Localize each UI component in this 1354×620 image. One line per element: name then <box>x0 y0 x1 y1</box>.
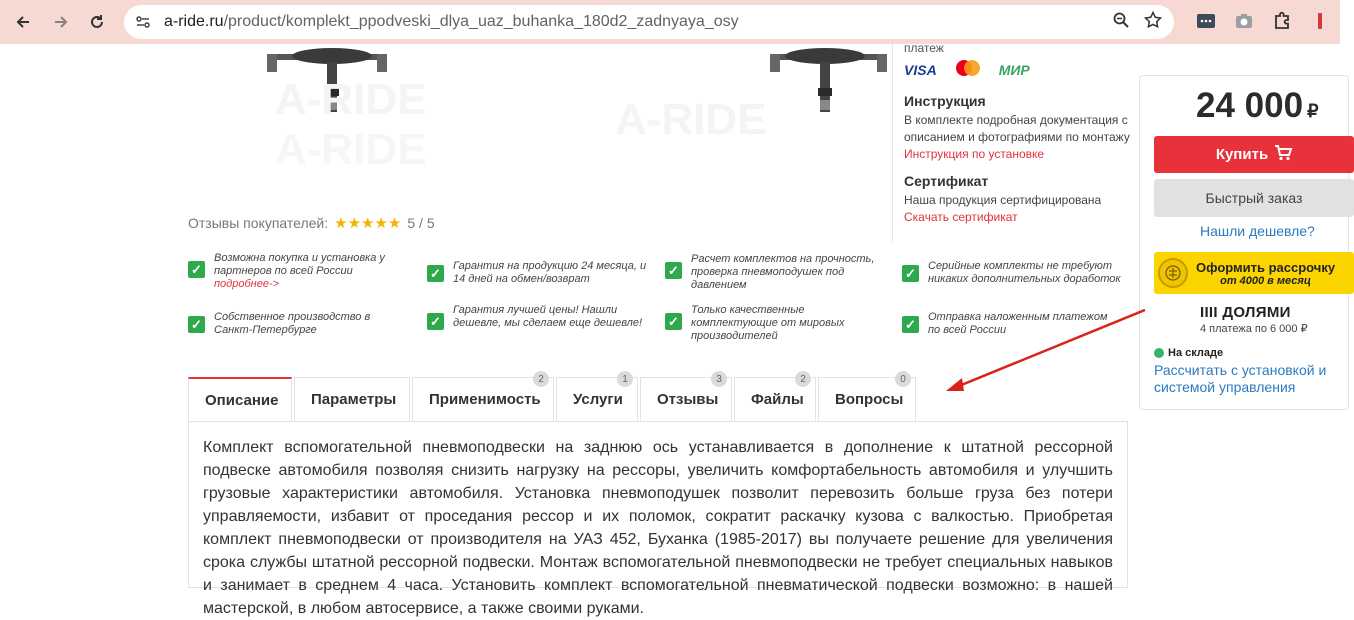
feature-text: Возможна покупка и установка у партнеров по всей России <box>214 252 385 277</box>
dolyami-payments: 4 платежа по 6 000 ₽ <box>1200 323 1308 335</box>
tab-reviews[interactable] <box>640 373 732 421</box>
feature-item <box>427 260 647 286</box>
certificate-text: Наша продукция сертифицирована <box>904 193 1102 207</box>
feature-text: Гарантия лучшей цены! Нашли дешевле, мы сделаем еще дешевле! <box>453 304 643 329</box>
installment-button[interactable] <box>1154 252 1354 294</box>
feature-item <box>665 253 885 292</box>
buy-button[interactable] <box>1154 136 1354 173</box>
extension-icon[interactable] <box>1192 7 1220 35</box>
tab-label: Отзывы <box>657 391 719 408</box>
payment-logos <box>904 57 1132 83</box>
svg-text:A-RIDE: A-RIDE <box>615 95 767 144</box>
instruction-link[interactable]: Инструкция по установке <box>904 147 1045 161</box>
instruction-text: В комплекте подробная документация с описанием и фотографиями по монтажу <box>904 113 1130 144</box>
certificate-download-link[interactable]: Скачать сертификат <box>904 210 1018 224</box>
feature-text: Собственное производство в Санкт-Петербурге <box>214 311 371 336</box>
site-settings-icon[interactable] <box>130 9 156 35</box>
feature-text: Только качественные комплектующие от мировых производителей <box>691 304 845 342</box>
tab-label: Файлы <box>751 391 804 408</box>
feature-text: Гарантия на продукцию 24 месяца, и 14 дней на обмен/возврат <box>453 260 647 285</box>
feature-item <box>188 252 408 291</box>
checkmark-icon: ✓ <box>902 316 919 333</box>
tab-label: Услуги <box>573 391 623 408</box>
tab-files[interactable] <box>734 373 816 421</box>
feature-text: Серийные комплекты не требуют никаких дополнительных доработок <box>928 260 1121 285</box>
checkmark-icon: ✓ <box>665 262 682 279</box>
instruction-title: Инструкция <box>904 93 986 109</box>
feature-item <box>188 311 408 337</box>
in-stock-dot-icon <box>1154 348 1164 358</box>
cart-icon <box>1274 145 1292 165</box>
mastercard-logo <box>953 58 983 83</box>
mir-logo: МИР <box>998 62 1030 78</box>
forward-icon[interactable] <box>46 7 76 37</box>
tab-label: Применимость <box>429 391 541 408</box>
svg-text:A-RIDE: A-RIDE <box>275 125 427 174</box>
tab-count-badge: 2 <box>533 371 549 387</box>
product-tabs <box>188 373 918 421</box>
stock-status <box>1154 347 1223 359</box>
tab-count-badge: 3 <box>711 371 727 387</box>
rating-score: 5 / 5 <box>407 215 435 231</box>
price-value: 24 000 <box>1196 86 1304 125</box>
feature-item <box>902 260 1122 286</box>
description-text: Комплект вспомогательной пневмоподвески на заднюю ось устанавливается в дополнение к штатной рессорной подвеске автомобиля позволяя снизить нагрузку на рессоры, увеличить комфортабельность автомобиля и улучшить грузовые характеристики автомобиля. Установка пневмоподушек позволит перевозить больше груза без потери управляемости, избавит от проседания рессор и их поломок, сократит раскачку кузова с валкостью. Приобретая комплект пневмоподвески от производителя на УАЗ 452, Буханка (1985-2017) вы получаете решение для увеличения срока службы штатной рессорной подвески. Монтаж вспомогательной пневмоподвески не требует специальных навыков и занимает в среднем 4 часа. Установить комплект вспомогательной пневматической подвески возможно: в нашей мастерской, в любом автосервисе, а также своими руками. <box>203 439 1113 617</box>
tab-services[interactable] <box>556 373 638 421</box>
url-host: a-ride.ru <box>164 13 224 30</box>
more-details-link[interactable]: подробнее-> <box>214 278 280 290</box>
found-cheaper-link[interactable]: Нашли дешевле? <box>1200 223 1315 239</box>
product-info-column <box>892 41 1132 242</box>
browser-toolbar <box>0 0 1340 44</box>
feature-text: Расчет комплектов на прочность, проверка пневмоподушек под давлением <box>691 253 875 291</box>
tab-label: Параметры <box>311 391 397 408</box>
tab-label: Описание <box>205 391 279 409</box>
buy-button-label: Купить <box>1215 146 1269 163</box>
visa-logo: VISA <box>904 62 937 78</box>
tab-questions[interactable] <box>818 373 916 421</box>
tab-parameters[interactable] <box>294 377 410 421</box>
description-panel <box>188 421 1128 617</box>
calculate-installation-link[interactable]: Рассчитать с установкой и системой управления <box>1154 362 1327 395</box>
price-box <box>1139 75 1349 410</box>
svg-text:A-RIDE: A-RIDE <box>275 75 427 124</box>
checkmark-icon: ✓ <box>188 261 205 278</box>
stock-label: На складе <box>1168 347 1224 359</box>
profile-icon[interactable] <box>1306 7 1334 35</box>
reviews-label: Отзывы покупателей: <box>188 215 329 231</box>
zoom-icon[interactable] <box>1112 11 1130 34</box>
product-image <box>265 44 890 209</box>
annotation-arrow-icon <box>940 305 1150 397</box>
payment-label: платеж <box>904 41 944 55</box>
checkmark-icon: ✓ <box>665 313 682 330</box>
checkmark-icon: ✓ <box>427 265 444 282</box>
bank-logo-icon <box>1158 258 1188 288</box>
url-text[interactable] <box>164 13 739 31</box>
quick-order-button[interactable]: Быстрый заказ <box>1154 179 1354 217</box>
feature-item <box>665 304 885 343</box>
installment-title: Оформить рассрочку <box>1196 259 1336 275</box>
certificate-title: Сертификат <box>904 173 989 189</box>
tab-count-badge: 2 <box>795 371 811 387</box>
installment-subtitle: от 4000 в месяц <box>1220 274 1311 287</box>
checkmark-icon: ✓ <box>427 313 444 330</box>
dolyami-logo[interactable]: IIII ДОЛЯМИ <box>1200 304 1291 321</box>
rating-stars-icon: ★★★★★ <box>334 215 402 232</box>
back-icon[interactable] <box>8 7 38 37</box>
currency-sign: ₽ <box>1307 101 1319 121</box>
bookmark-star-icon[interactable] <box>1144 11 1162 34</box>
feature-item <box>427 304 647 330</box>
reload-icon[interactable] <box>82 7 112 37</box>
customer-reviews <box>188 214 435 232</box>
checkmark-icon: ✓ <box>902 265 919 282</box>
checkmark-icon: ✓ <box>188 316 205 333</box>
camera-icon[interactable] <box>1230 7 1258 35</box>
puzzle-icon[interactable] <box>1268 7 1296 35</box>
tab-label: Вопросы <box>835 391 904 408</box>
tab-description[interactable] <box>188 377 292 421</box>
product-price <box>1196 86 1319 126</box>
tab-count-badge: 1 <box>617 371 633 387</box>
tab-count-badge: 0 <box>895 371 911 387</box>
feature-text: Отправка наложенным платежом по всей России <box>928 311 1108 336</box>
tab-applicability[interactable] <box>412 373 554 421</box>
url-path: /product/komplekt_ppodveski_dlya_uaz_buhanka_180d2_zadnyaya_osy <box>223 13 739 30</box>
address-bar[interactable] <box>124 5 1174 39</box>
